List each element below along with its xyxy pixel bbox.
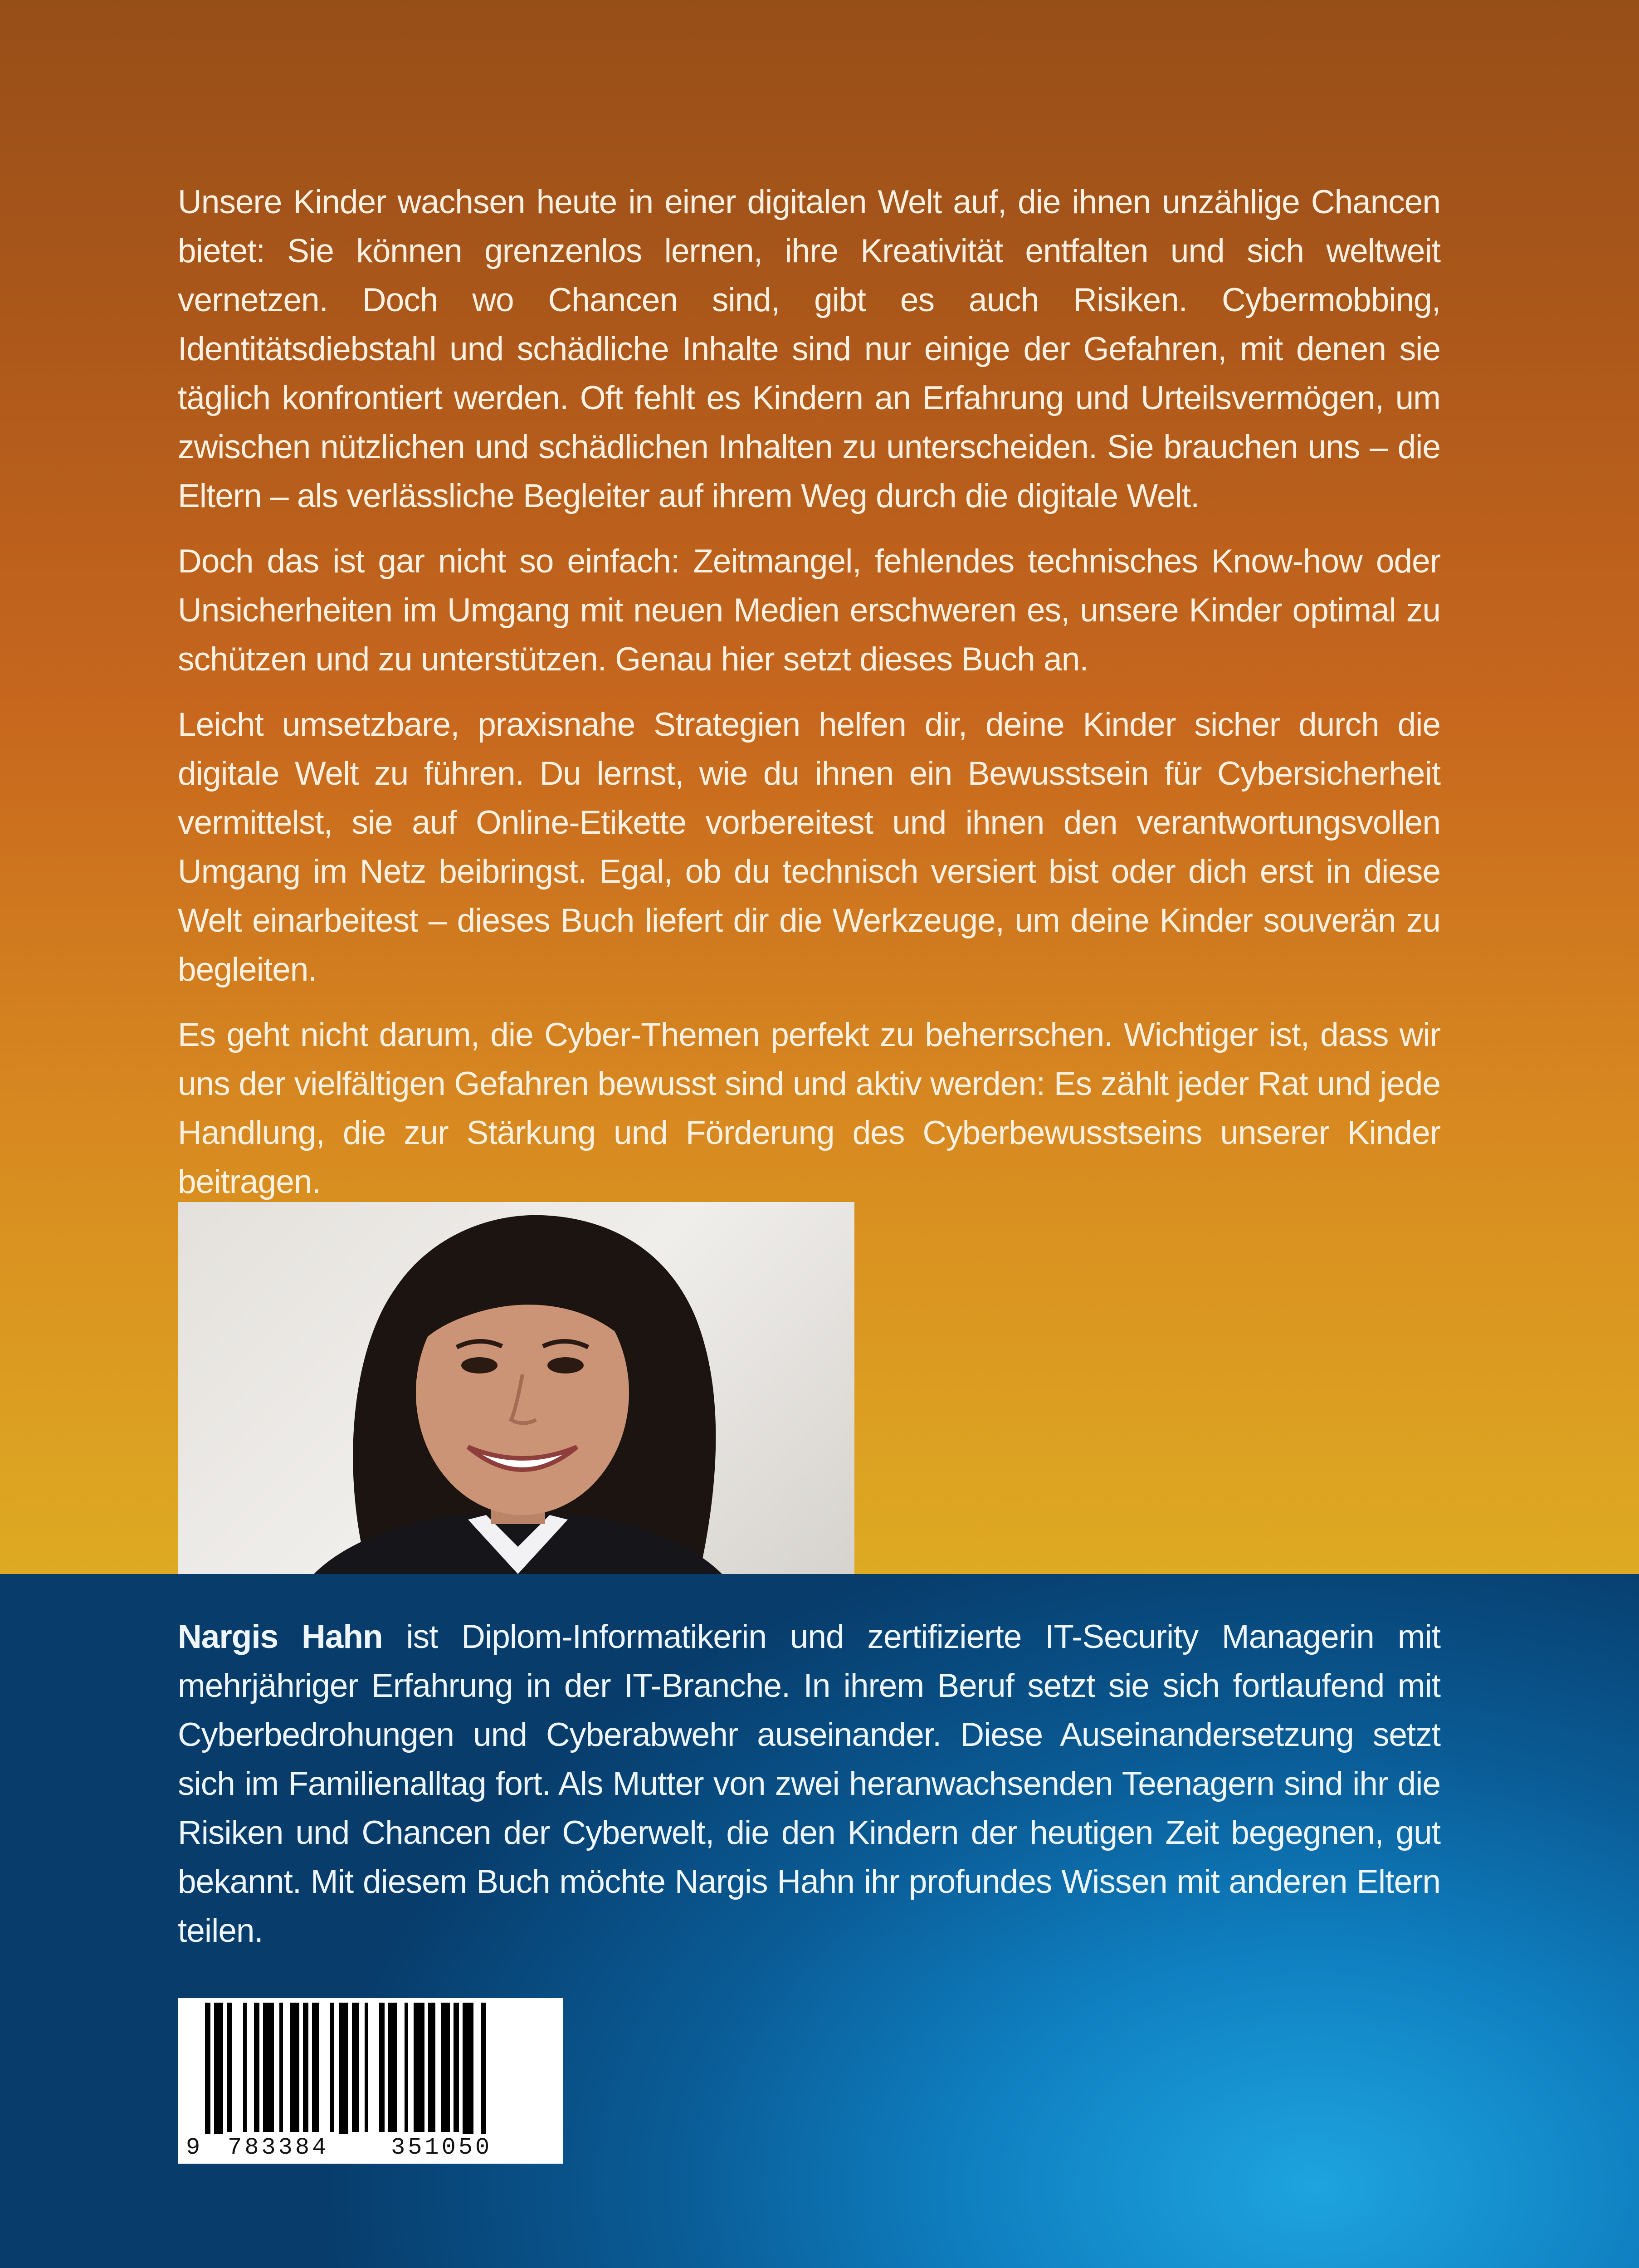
barcode-bar: [365, 2003, 368, 2132]
barcode-digits: [178, 2134, 563, 2161]
barcode-bar: [227, 2003, 232, 2132]
barcode-bar: [352, 2003, 359, 2132]
isbn-barcode: [178, 1998, 563, 2164]
barcode-bar: [254, 2003, 259, 2132]
barcode-bar: [279, 2003, 283, 2132]
barcode-bar: [379, 2003, 385, 2132]
blurb-paragraph-2: Doch das ist gar nicht so einfach: Zeitmangel, fehlendes technisches Know-how oder Unsicherheiten im Umgang mit neuen Medien erschweren es, unsere Kinder optimal zu schützen und zu unterstützen. Genau hier setzt dieses Buch an.: [178, 543, 1440, 678]
barcode-bar: [312, 2003, 319, 2132]
barcode-bar: [454, 2003, 459, 2132]
blurb-text: [178, 178, 1440, 1223]
author-name: Nargis Hahn: [178, 1618, 383, 1655]
author-bio-text: ist Diplom-Informatikerin und zertifizierte IT-Security Managerin mit mehrjähriger Erfahrung in der IT-Branche. In ihrem Beruf setzt sie sich fortlaufend mit Cyberbedrohungen und Cyberabwehr auseinander. Diese Auseinandersetzung setzt sich im Familienalltag fort. Als Mutter von zwei heranwachsenden Teenagern sind ihr die Risiken und Chancen der Cyberwelt, die den Kindern der heutigen Zeit begegnen, gut bekannt. Mit diesem Buch möchte Nargis Hahn ihr profundes Wissen mit anderen Eltern teilen.: [178, 1618, 1440, 1949]
barcode-left-group: 783384: [228, 2134, 329, 2161]
barcode-bar: [463, 2003, 473, 2134]
barcode-bar: [243, 2003, 247, 2132]
barcode-bar: [330, 2003, 334, 2132]
blurb-paragraph-3: Leicht umsetzbare, praxisnahe Strategien helfen dir, deine Kinder sicher durch die digitale Welt zu führen. Du lernst, wie du ihnen ein Bewusstsein für Cybersicherheit vermittelst, sie auf Online-Etikette vorbereitest und ihnen den verantwortungsvollen Umgang im Netz beibringst. Egal, ob du technisch versiert bist oder dich erst in diese Welt einarbeitest – dieses Buch liefert dir die Werkzeuge, um deine Kinder souverän zu begleiten.: [178, 706, 1440, 988]
barcode-bar: [339, 2003, 348, 2134]
barcode-bar: [441, 2003, 450, 2132]
barcode-bar: [205, 2003, 210, 2134]
barcode-lead-digit: 9: [186, 2134, 200, 2161]
author-photo: [178, 1202, 854, 1574]
barcode-bar: [414, 2003, 424, 2132]
barcode-bar: [481, 2003, 486, 2134]
barcode-bar: [428, 2003, 435, 2132]
barcode-bar: [405, 2003, 408, 2132]
barcode-right-group: 351050: [391, 2134, 493, 2161]
barcode-bar: [303, 2003, 308, 2132]
barcode-bar: [214, 2003, 223, 2134]
blurb-paragraph-4: Es geht nicht darum, die Cyber-Themen perfekt zu beherrschen. Wichtiger ist, dass wir uns der vielfältigen Gefahren bewusst sind und aktiv werden: Es zählt jeder Rat und jede Handlung, die zur Stärkung und Förderung des Cyberbewusstseins unserer Kinder beitragen.: [178, 1017, 1440, 1200]
barcode-bars-graphic: [178, 1998, 563, 2134]
barcode-bar: [290, 2003, 299, 2132]
barcode-bar: [388, 2003, 397, 2132]
author-bio: [178, 1613, 1440, 1955]
barcode-bar: [263, 2003, 274, 2132]
blurb-paragraph-1: Unsere Kinder wachsen heute in einer digitalen Welt auf, die ihnen unzählige Chancen bietet: Sie können grenzenlos lernen, ihre Kreativität entfalten und sich weltweit vernetzen. Doch wo Chancen sind, gibt es auch Risiken. Cybermobbing, Identitätsdiebstahl und schädliche Inhalte sind nur einige der Gefahren, mit denen sie täglich konfrontiert werden. Oft fehlt es Kindern an Erfahrung und Urteilsvermögen, um zwischen nützlichen und schädlichen Inhalten zu unterscheiden. Sie brauchen uns – die Eltern – als verlässliche Begleiter auf ihrem Weg durch die digitale Welt.: [178, 184, 1440, 514]
